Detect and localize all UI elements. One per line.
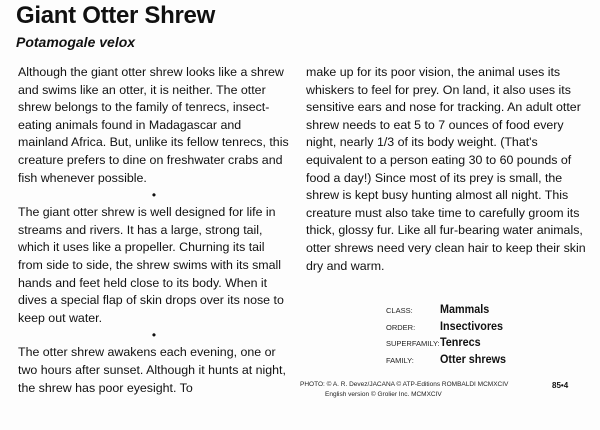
superfamily-label: SUPERFAMILY:: [386, 339, 440, 348]
family-label: FAMILY:: [386, 355, 414, 365]
superfamily-value: Tenrecs: [439, 335, 481, 349]
class-value: Mammals: [439, 302, 489, 316]
classification-row: [386, 335, 513, 352]
bullet-separator-1: •: [151, 188, 157, 203]
left-column: [18, 64, 290, 397]
card-number: 85•4: [552, 381, 569, 390]
order-label: ORDER:: [386, 322, 416, 332]
classification-row: [386, 302, 513, 319]
classification-row: [386, 319, 513, 336]
card-title: Giant Otter Shrew: [16, 2, 215, 29]
paragraph-3: The otter shrew awakens each evening, one or two hours after sunset. Although it hunts at night, the shrew has poor eyesight. To: [18, 345, 286, 395]
credits-line-1: PHOTO: © A. R. Devez/JACANA © ATP-Editions ROMBALDI MCMXCIV: [300, 381, 509, 388]
paragraph-4: make up for its poor vision, the animal uses its whiskers to feel for prey. On land, it also uses its sensitive ears and nose for tracking. An adult otter shrew needs to eat 5 to 7 ounces of food every night, nearly 1/3 of its body weight. (That's equivalent to a person eating 30 to 60 pounds of food a day!) Since most of its prey is small, the shrew is kept busy hunting almost all night. This creature must also take time to carefully groom its thick, glossy fur. Like all fur-bearing water animals, otter shrews need very clean hair to keep their skin dry and warm.: [306, 65, 586, 273]
right-column: [306, 64, 588, 275]
classification-table: [386, 302, 513, 368]
paragraph-1: Although the giant otter shrew looks like a shrew and swims like an otter, it is neither. The otter shrew belongs to the family of tenrecs, insect-eating animals found in Madagascar and mainland Africa. But, unlike its fellow tenrecs, this creature prefers to dine on freshwater crabs and fish whenever possible.: [18, 65, 289, 185]
bullet-separator-2: •: [151, 328, 157, 343]
paragraph-2: The giant otter shrew is well designed for life in streams and rivers. It has a large, strong tail, which it uses like a propeller. Churning its tail from side to side, the shrew swims with its small hands and feet held close to its body. When it dives a special flap of skin drops over its nose to keep out water.: [18, 205, 284, 325]
photo-credits: [300, 380, 508, 400]
scientific-name: Potamogale velox: [16, 34, 136, 50]
class-label: CLASS:: [386, 306, 413, 315]
credits-line-2: English version © Grolier Inc. MCMXCIV: [325, 391, 442, 398]
order-value: Insectivores: [439, 318, 503, 333]
family-value: Otter shrews: [439, 351, 506, 366]
classification-row: [386, 352, 513, 369]
